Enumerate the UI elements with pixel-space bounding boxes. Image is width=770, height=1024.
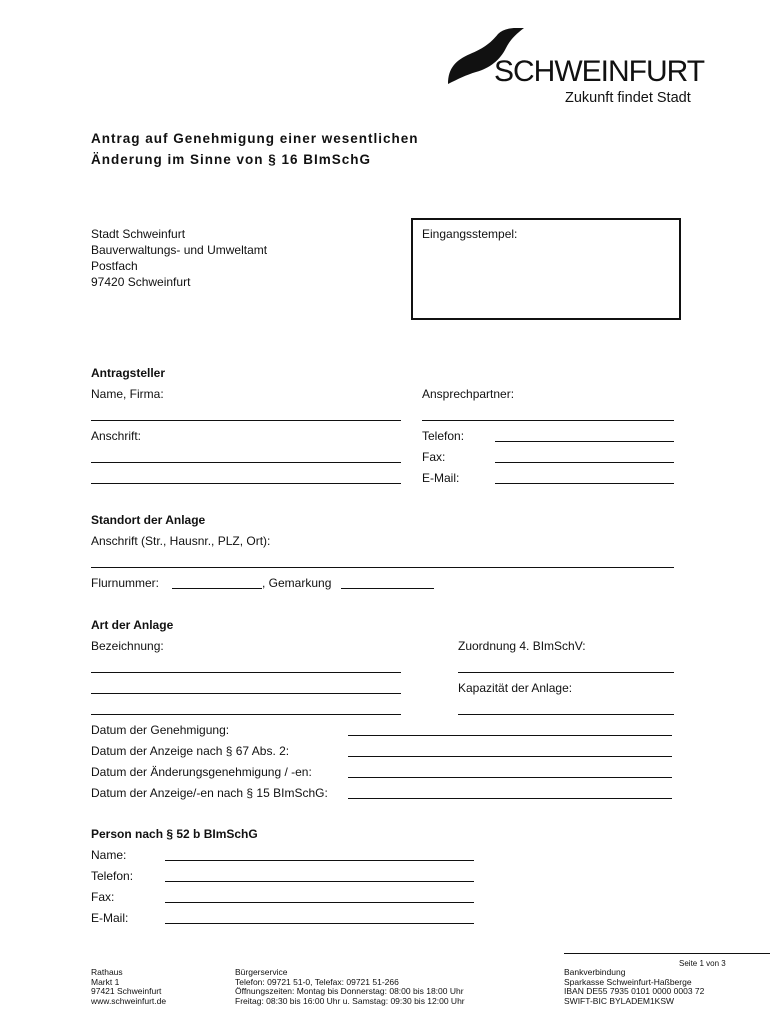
document-title-line1: Antrag auf Genehmigung einer wesentlichen xyxy=(91,131,419,146)
notice-15-date-field[interactable] xyxy=(348,798,672,799)
footer-line: Öffnungszeiten: Montag bis Donnerstag: 08:00 bis 18:00 Uhr xyxy=(235,986,464,997)
logo-slogan: Zukunft findet Stadt xyxy=(565,90,691,106)
address-line: Postfach xyxy=(91,259,138,273)
location-address-label: Anschrift (Str., Hausnr., PLZ, Ort): xyxy=(91,534,271,548)
location-heading: Standort der Anlage xyxy=(91,513,206,527)
footer-line: Sparkasse Schweinfurt-Haßberge xyxy=(564,976,692,987)
footer-divider xyxy=(564,953,770,954)
logo-wordmark: SCHWEINFURT xyxy=(494,55,705,88)
person-phone-field[interactable] xyxy=(165,881,474,882)
plant-designation-field-3[interactable] xyxy=(91,714,401,715)
footer-line: Telefon: 09721 51-0, Telefax: 09721 51-266 xyxy=(235,976,399,987)
applicant-contact-field[interactable] xyxy=(422,420,674,421)
applicant-email-field[interactable] xyxy=(495,483,674,484)
plant-capacity-field[interactable] xyxy=(458,714,674,715)
page-number: Seite 1 von 3 xyxy=(679,959,726,968)
applicant-name-label: Name, Firma: xyxy=(91,387,164,401)
parcel-number-field[interactable] xyxy=(172,588,262,589)
notice-15-date-label: Datum der Anzeige/-en nach § 15 BImSchG: xyxy=(91,786,328,800)
footer-line: Freitag: 08:30 bis 16:00 Uhr u. Samstag: 09:30 bis 12:00 Uhr xyxy=(235,995,465,1006)
footer-line: Rathaus xyxy=(91,967,123,977)
person-fax-label: Fax: xyxy=(91,890,115,904)
district-field[interactable] xyxy=(341,588,434,589)
location-address-field[interactable] xyxy=(91,567,674,568)
footer-line: 97421 Schweinfurt xyxy=(91,986,162,997)
approval-date-field[interactable] xyxy=(348,735,672,736)
person-fax-field[interactable] xyxy=(165,902,474,903)
footer-website-link[interactable]: www.schweinfurt.de xyxy=(91,995,167,1006)
notice-date-label: Datum der Anzeige nach § 67 Abs. 2: xyxy=(91,744,290,758)
change-approval-date-label: Datum der Änderungsgenehmigung / -en: xyxy=(91,765,312,779)
footer-town-hall xyxy=(91,968,166,1006)
address-line: 97420 Schweinfurt xyxy=(91,275,191,289)
approval-date-label: Datum der Genehmigung: xyxy=(91,723,230,737)
applicant-address-field-1[interactable] xyxy=(91,462,401,463)
parcel-number-label: Flurnummer: xyxy=(91,576,160,590)
applicant-address-field-2[interactable] xyxy=(91,483,401,484)
person-email-field[interactable] xyxy=(165,923,474,924)
plant-designation-field-2[interactable] xyxy=(91,693,401,694)
applicant-contact-label: Ansprechpartner: xyxy=(422,387,515,401)
plant-heading: Art der Anlage xyxy=(91,618,174,632)
footer-line: Bankverbindung xyxy=(564,967,626,977)
footer-bank-details xyxy=(564,968,704,1006)
person-heading: Person nach § 52 b BImSchG xyxy=(91,827,258,841)
plant-capacity-label: Kapazität der Anlage: xyxy=(458,681,573,695)
applicant-email-label: E-Mail: xyxy=(422,471,460,485)
footer-line: Bürgerservice xyxy=(235,967,288,977)
applicant-fax-label: Fax: xyxy=(422,450,446,464)
footer-line: IBAN DE55 7935 0101 0000 0003 72 xyxy=(564,986,705,997)
address-line: Stadt Schweinfurt xyxy=(91,227,186,241)
person-name-field[interactable] xyxy=(165,860,474,861)
applicant-phone-field[interactable] xyxy=(495,441,674,442)
applicant-phone-label: Telefon: xyxy=(422,429,465,443)
applicant-fax-field[interactable] xyxy=(495,462,674,463)
plant-designation-field-1[interactable] xyxy=(91,672,401,673)
document-title-line2: Änderung im Sinne von § 16 BImSchG xyxy=(91,152,372,167)
plant-designation-label: Bezeichnung: xyxy=(91,639,164,653)
footer-line: SWIFT-BIC BYLADEM1KSW xyxy=(564,995,675,1006)
change-approval-date-field[interactable] xyxy=(348,777,672,778)
applicant-heading: Antragsteller xyxy=(91,366,166,380)
stamp-label: Eingangsstempel: xyxy=(422,227,518,241)
applicant-name-field[interactable] xyxy=(91,420,401,421)
plant-assignment-label: Zuordnung 4. BImSchV: xyxy=(458,639,586,653)
person-name-label: Name: xyxy=(91,848,127,862)
address-line: Bauverwaltungs- und Umweltamt xyxy=(91,243,268,257)
notice-date-field[interactable] xyxy=(348,756,672,757)
footer-citizen-service xyxy=(235,968,465,1006)
person-phone-label: Telefon: xyxy=(91,869,134,883)
plant-assignment-field[interactable] xyxy=(458,672,674,673)
district-label: , Gemarkung xyxy=(262,576,332,590)
person-email-label: E-Mail: xyxy=(91,911,129,925)
applicant-address-label: Anschrift: xyxy=(91,429,142,443)
footer-line: Markt 1 xyxy=(91,976,120,987)
